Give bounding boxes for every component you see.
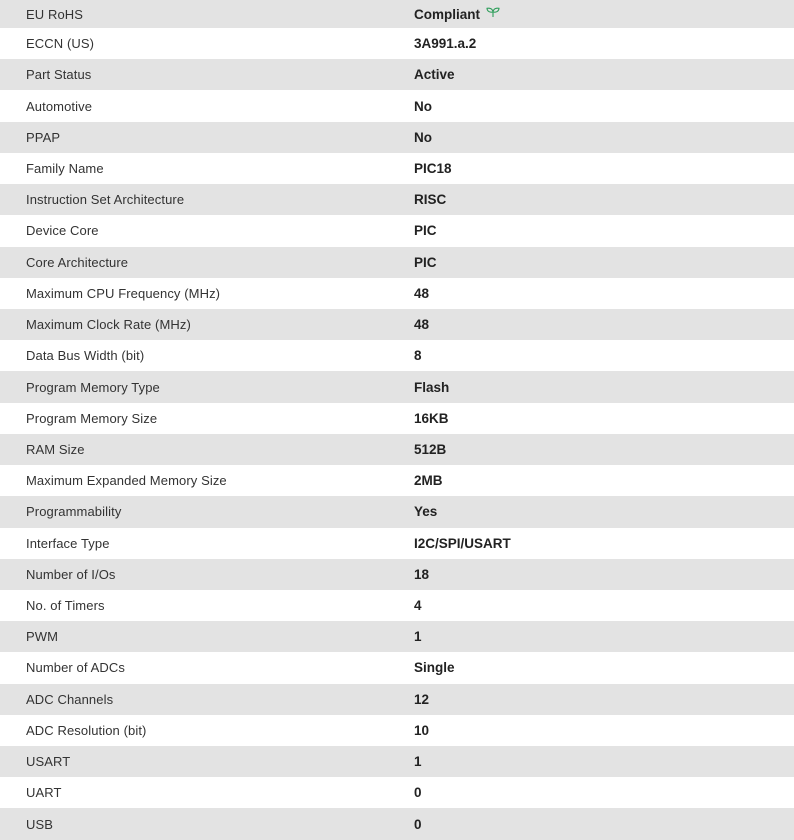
table-row xyxy=(0,528,794,559)
table-row xyxy=(0,215,794,246)
spec-label: ADC Resolution (bit) xyxy=(0,715,414,746)
spec-label: ECCN (US) xyxy=(0,28,414,59)
spec-value: 16KB xyxy=(414,403,794,434)
spec-value: RISC xyxy=(414,184,794,215)
table-row xyxy=(0,247,794,278)
table-row xyxy=(0,496,794,527)
spec-value: 1 xyxy=(414,621,794,652)
spec-value: 12 xyxy=(414,684,794,715)
table-row xyxy=(0,90,794,121)
spec-label: Family Name xyxy=(0,153,414,184)
spec-label: ADC Channels xyxy=(0,684,414,715)
spec-label: Number of ADCs xyxy=(0,652,414,683)
spec-value: Yes xyxy=(414,496,794,527)
table-row xyxy=(0,465,794,496)
table-row xyxy=(0,28,794,59)
table-row xyxy=(0,684,794,715)
table-row xyxy=(0,746,794,777)
spec-value: 0 xyxy=(414,808,794,839)
spec-value: PIC xyxy=(414,247,794,278)
spec-label: Number of I/Os xyxy=(0,559,414,590)
spec-label: Interface Type xyxy=(0,528,414,559)
spec-label: Instruction Set Architecture xyxy=(0,184,414,215)
spec-label: Device Core xyxy=(0,215,414,246)
spec-value: Compliant xyxy=(414,6,480,22)
spec-label: Core Architecture xyxy=(0,247,414,278)
spec-label: EU RoHS xyxy=(0,0,414,28)
spec-label: Maximum CPU Frequency (MHz) xyxy=(0,278,414,309)
spec-value: 8 xyxy=(414,340,794,371)
spec-label: USB xyxy=(0,808,414,839)
spec-label: Data Bus Width (bit) xyxy=(0,340,414,371)
table-row xyxy=(0,621,794,652)
spec-value: 18 xyxy=(414,559,794,590)
table-row xyxy=(0,0,794,28)
spec-value: 0 xyxy=(414,777,794,808)
spec-label: RAM Size xyxy=(0,434,414,465)
spec-label: Part Status xyxy=(0,59,414,90)
table-row xyxy=(0,715,794,746)
table-row xyxy=(0,652,794,683)
spec-label: Program Memory Size xyxy=(0,403,414,434)
spec-value: 4 xyxy=(414,590,794,621)
spec-label: PPAP xyxy=(0,122,414,153)
spec-label: Program Memory Type xyxy=(0,371,414,402)
spec-label: Maximum Expanded Memory Size xyxy=(0,465,414,496)
table-row xyxy=(0,590,794,621)
table-row xyxy=(0,808,794,839)
spec-label: Automotive xyxy=(0,90,414,121)
spec-value: Single xyxy=(414,652,794,683)
spec-value: 512B xyxy=(414,434,794,465)
spec-label: Programmability xyxy=(0,496,414,527)
spec-value: 10 xyxy=(414,715,794,746)
table-row xyxy=(0,403,794,434)
spec-value: I2C/SPI/USART xyxy=(414,528,794,559)
table-row xyxy=(0,371,794,402)
spec-value: 1 xyxy=(414,746,794,777)
spec-value: No xyxy=(414,122,794,153)
spec-value: 2MB xyxy=(414,465,794,496)
table-row xyxy=(0,309,794,340)
leaf-icon xyxy=(486,6,500,21)
spec-value-cell xyxy=(414,0,794,28)
spec-label: No. of Timers xyxy=(0,590,414,621)
table-row xyxy=(0,340,794,371)
spec-value: Active xyxy=(414,59,794,90)
table-row xyxy=(0,184,794,215)
spec-label: UART xyxy=(0,777,414,808)
spec-value: 48 xyxy=(414,278,794,309)
table-row xyxy=(0,777,794,808)
spec-value: No xyxy=(414,90,794,121)
spec-value: PIC xyxy=(414,215,794,246)
table-row xyxy=(0,559,794,590)
spec-value: 3A991.a.2 xyxy=(414,28,794,59)
spec-value: 48 xyxy=(414,309,794,340)
table-row xyxy=(0,278,794,309)
table-row xyxy=(0,122,794,153)
table-row xyxy=(0,153,794,184)
spec-label: PWM xyxy=(0,621,414,652)
table-row xyxy=(0,59,794,90)
spec-value: PIC18 xyxy=(414,153,794,184)
spec-label: Maximum Clock Rate (MHz) xyxy=(0,309,414,340)
spec-label: USART xyxy=(0,746,414,777)
table-row xyxy=(0,434,794,465)
spec-value: Flash xyxy=(414,371,794,402)
